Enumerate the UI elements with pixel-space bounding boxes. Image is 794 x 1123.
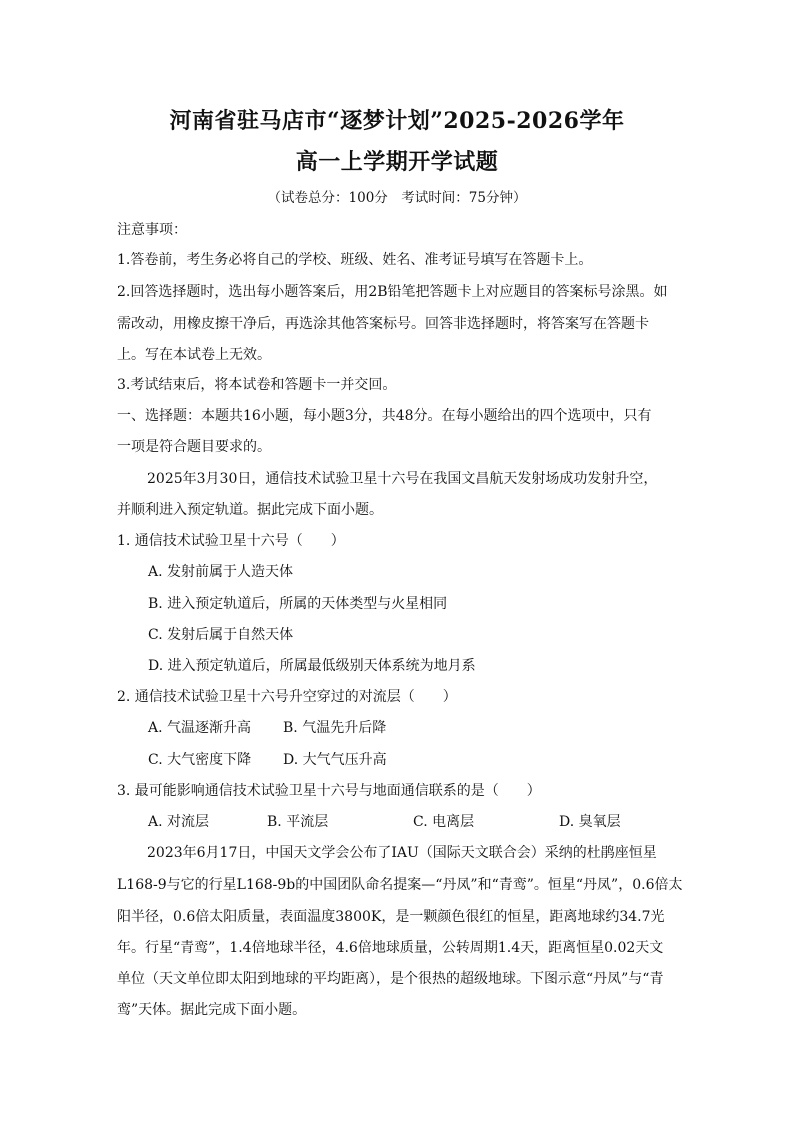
passage1-line1: 2025年3月30日，通信技术试验卫星十六号在我国文昌航天发射场成功发射升空， <box>147 471 658 487</box>
q3-option-c: C. 电离层 <box>413 814 475 830</box>
notice-heading: 注意事项： <box>117 222 187 238</box>
section1-instructions-cont: 一项是符合题目要求的。 <box>117 439 271 455</box>
q3-option-d: D. 臭氧层 <box>559 814 621 830</box>
exam-title-line2: 高一上学期开学试题 <box>295 149 499 175</box>
passage2-line5: 单位（天文单位即太阳到地球的平均距离），是个很热的超级地球。下图示意“丹凤”与“青 <box>117 971 664 987</box>
notice-item-3: 3.考试结束后，将本试卷和答题卡一并交回。 <box>117 377 397 393</box>
q1-option-d: D. 进入预定轨道后，所属最低级别天体系统为地月系 <box>148 658 476 674</box>
q1-option-b: B. 进入预定轨道后，所属的天体类型与火星相同 <box>148 596 448 612</box>
q2-stem: 2. 通信技术试验卫星十六号升空穿过的对流层（ ） <box>117 689 457 705</box>
q3-stem: 3. 最可能影响通信技术试验卫星十六号与地面通信联系的是（ ） <box>117 783 541 799</box>
passage2-line3: 阳半径，0.6倍太阳质量，表面温度3800K，是一颗颜色很红的恒星，距离地球约34.7光 <box>117 909 665 925</box>
notice-item-2: 2.回答选择题时，选出每小题答案后，用2B铅笔把答题卡上对应题目的答案标号涂黑。如 <box>117 284 668 300</box>
exam-title-line1: 河南省驻马店市“逐梦计划”2025-2026学年 <box>169 108 625 134</box>
q2-option-a: A. 气温逐渐升高 <box>148 720 252 736</box>
notice-item-1: 1.答卷前，考生务必将自己的学校、班级、姓名、准考证号填写在答题卡上。 <box>117 252 593 268</box>
notice-item-2-cont: 需改动，用橡皮擦干净后，再选涂其他答案标号。回答非选择题时，将答案写在答题卡 <box>117 316 649 332</box>
q2-option-d: D. 大气气压升高 <box>283 752 387 768</box>
q1-stem: 1. 通信技术试验卫星十六号（ ） <box>117 533 345 549</box>
q1-option-c: C. 发射后属于自然天体 <box>148 627 294 643</box>
section1-instructions: 一、选择题：本题共16小题，每小题3分，共48分。在每小题给出的四个选项中，只有 <box>117 408 652 424</box>
exam-meta: （试卷总分：100分 考试时间：75分钟） <box>267 190 527 206</box>
q2-option-c: C. 大气密度下降 <box>148 752 252 768</box>
q1-option-a: A. 发射前属于人造天体 <box>148 564 294 580</box>
q3-option-b: B. 平流层 <box>267 814 329 830</box>
passage1-line2: 并顺利进入预定轨道。据此完成下面小题。 <box>117 502 383 518</box>
passage2-line2: L168-9与它的行星L168-9b的中国团队命名提案—“丹凤”和“青鸾”。恒星“丹凤”，0.6倍太 <box>117 877 683 893</box>
notice-item-2-end: 上。写在本试卷上无效。 <box>117 347 271 363</box>
passage2-line6: 鸾”天体。据此完成下面小题。 <box>117 1002 307 1018</box>
passage2-line4: 年。行星“青鸾”，1.4倍地球半径，4.6倍地球质量，公转周期1.4天，距离恒星0.02天文 <box>117 940 664 956</box>
q3-option-a: A. 对流层 <box>148 814 210 830</box>
passage2-line1: 2023年6月17日，中国天文学会公布了IAU（国际天文联合会）采纳的杜鹃座恒星 <box>147 845 657 861</box>
q2-option-b: B. 气温先升后降 <box>283 720 387 736</box>
